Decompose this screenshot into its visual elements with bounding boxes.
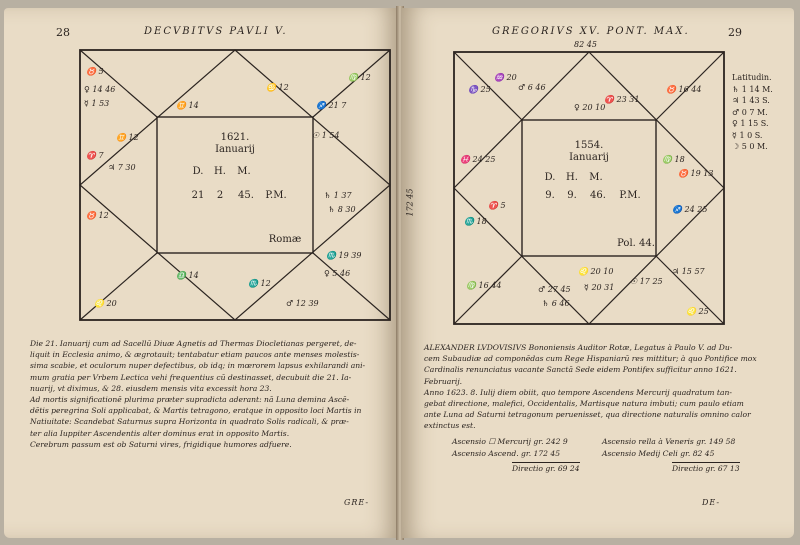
- house-label: ♌ 20: [94, 299, 117, 308]
- house-label: ♃ 7 30: [108, 163, 136, 172]
- left-horoscope-chart: [80, 50, 390, 320]
- house-label: ♉ 16 44: [666, 85, 702, 94]
- text-line: sima scabie, et oculorum nuper defectibus, ob idq; in mœrorem lapsus exhilarandi ani-: [30, 361, 366, 371]
- val-h: 2: [216, 190, 224, 201]
- ascension-row-2-right: Ascensio Medij Celi gr. 82 45: [602, 449, 715, 458]
- right-catchword: DE-: [702, 498, 721, 507]
- house-label: ♄ 8 30: [328, 205, 356, 214]
- house-label: ♂ 12 39: [286, 299, 319, 308]
- chart-month: Ianuarij: [569, 152, 609, 163]
- house-label: ♒ 20: [494, 73, 517, 82]
- latitude-row: ☽ 5 0 M.: [732, 142, 768, 151]
- house-label: ♎ 14: [176, 271, 199, 280]
- text-line: Die 21. Ianuarij cum ad Sacellū Diuæ Agnetis ad Thermas Diocletianas pergeret, de-: [30, 339, 357, 348]
- col-d: D.: [544, 172, 556, 183]
- house-label: ♂ 27 45: [538, 285, 571, 294]
- latitude-row: ♄ 1 14 M.: [732, 84, 773, 94]
- col-m: M.: [589, 172, 603, 183]
- val-m: 45.: [238, 190, 254, 201]
- chart-top-number: 82 45: [574, 40, 597, 49]
- text-line: ter alia Iuppiter Ascendentis alter dominus erat in opposito Martis.: [30, 428, 290, 438]
- latitude-table: [732, 72, 773, 153]
- left-catchword: GRE-: [344, 498, 370, 507]
- text-line: Cardinalis renunciatus vacante Sanctā Sede eidem Pontifex sufficitur anno 1621.: [424, 365, 737, 375]
- text-line: Anno 1623. 8. Iulij diem obiit, quo tempore Ascendens Mercurij quadratum tan-: [424, 387, 732, 397]
- house-label: ♑ 25: [468, 85, 491, 94]
- ascension-row-1-left: Ascensio ☐ Mercurij gr. 242 9: [452, 437, 568, 446]
- chart-year: 1554.: [574, 140, 604, 151]
- val-d: 9.: [545, 190, 555, 201]
- latitude-title: Latitudin.: [732, 73, 772, 82]
- text-line: dētis peregrina Soli applicabat, & Martis tetragono, eratque in opposito loci Martis in: [30, 406, 362, 416]
- chart-pm: P.M.: [619, 190, 641, 201]
- house-label: ☉ 1 54: [312, 131, 340, 140]
- house-label: ♐ 24 25: [672, 205, 708, 214]
- house-label: ♃ 15 57: [672, 267, 705, 276]
- col-m: M.: [237, 166, 251, 177]
- left-running-head: DECVBITVS PAVLI V.: [144, 26, 288, 37]
- right-running-head: GREGORIVS XV. PONT. MAX.: [492, 26, 690, 37]
- house-label: ♌ 25: [686, 307, 709, 316]
- house-label: ♈ 5: [488, 201, 506, 210]
- ascension-row-2-left: Ascensio Ascend. gr. 172 45: [452, 449, 561, 458]
- right-horoscope-chart: [454, 52, 724, 324]
- latitude-row: ♀ 1 15 S.: [732, 119, 769, 128]
- house-label: ♏ 18: [464, 217, 487, 226]
- house-label: ♍ 12: [348, 73, 371, 82]
- house-label: ☿ 1 53: [84, 99, 110, 108]
- text-line: Cerebrum passum est ob Saturni vires, frigidique humores adfuere.: [30, 439, 292, 449]
- house-label: ♏ 12: [248, 279, 271, 288]
- left-text-block: [30, 338, 365, 450]
- val-h: 9.: [567, 190, 577, 201]
- house-label: ♀ 20 10: [574, 103, 606, 112]
- house-label: ♌ 20 10: [578, 267, 614, 276]
- house-label: ♂ 6 46: [518, 83, 546, 92]
- col-h: H.: [214, 166, 226, 177]
- left-page-number: 28: [56, 26, 70, 39]
- text-line: Ad mortis significationē plurima præter supradicta aderant: nā Luna demina Ascē-: [30, 395, 350, 405]
- left-page: [4, 8, 398, 538]
- house-label: ♈ 23 31: [604, 95, 640, 104]
- house-label: ♏ 19 39: [326, 251, 362, 260]
- house-label: ♉ 5: [86, 67, 104, 76]
- col-h: H.: [566, 172, 578, 183]
- latitude-row: ♂ 0 7 M.: [732, 107, 768, 117]
- latitude-row: ☿ 1 0 S.: [732, 130, 763, 140]
- text-line: Natiuitate: Scandebat Saturnus supra Horizonta in quadrato Solis radicali, & præ-: [30, 417, 349, 427]
- text-line: liquit in Ecclesia animo, & ægrotauit; tentabatur etiam paucos ante menses molestis-: [30, 350, 360, 360]
- chart-place: Pol. 44.: [617, 238, 655, 249]
- house-label: ♈ 7: [86, 151, 104, 160]
- text-line: gebat directione, malefici, Occidentalis, Martisque natura imbuti; cum paulo etiam: [424, 399, 744, 409]
- val-m: 46.: [590, 190, 606, 201]
- house-label: ☿ 20 31: [584, 283, 615, 292]
- house-label: ♋ 12: [266, 83, 289, 92]
- house-label: ♓ 24 25: [460, 155, 496, 164]
- text-line: nuarij, vt diximus, & 28. eiusdem mensis vita excessit hora 23.: [30, 383, 272, 393]
- chart-month: Ianuarij: [215, 144, 255, 155]
- right-text-block: [424, 342, 757, 432]
- text-line: mum gratia per Vrbem Lectica vehi frequentius cū destinasset, decubuit die 21. Ia-: [30, 372, 352, 382]
- house-label: ♄ 6 46: [542, 299, 570, 308]
- ascension-row-1-right: Ascensio rella à Veneris gr. 149 58: [602, 437, 736, 446]
- house-label: ♍ 16 44: [466, 281, 502, 290]
- right-page: [402, 8, 794, 538]
- chart-place: Romæ: [268, 234, 302, 245]
- text-line: ALEXANDER LVDOVISIVS Bononiensis Auditor Rotæ, Legatus à Paulo V. ad Du-: [424, 343, 733, 352]
- right-page-number: 29: [728, 26, 742, 39]
- house-label: ☉ 17 25: [630, 277, 663, 286]
- text-line: ante Luna ad Saturni tetragonum peruenisset, qua directione naturalis omnino calor: [424, 410, 751, 420]
- house-label: ♀ 5 46: [324, 269, 351, 278]
- chart-year: 1621.: [220, 132, 250, 143]
- house-label: ♊ 14: [176, 101, 199, 110]
- col-d: D.: [192, 166, 204, 177]
- text-line: cem Subaudiæ ad componēdas cum Rege Hispaniarū res mittitur; à quo Pontifice mox: [424, 354, 757, 364]
- text-line: extinctus est.: [424, 421, 476, 431]
- direction-left: Directio gr. 69 24: [512, 464, 580, 473]
- latitude-row: ♃ 1 43 S.: [732, 96, 770, 105]
- direction-right: Directio gr. 67 13: [672, 464, 740, 473]
- house-label: ♉ 12: [86, 211, 109, 220]
- house-label: ♐ 21 7: [316, 101, 347, 110]
- chart-pm: P.M.: [265, 190, 287, 201]
- house-label: ♊ 12: [116, 133, 139, 142]
- val-d: 21: [191, 190, 205, 201]
- chart-side-number: 172 45: [405, 188, 415, 217]
- text-line: Februarij.: [424, 376, 463, 386]
- house-label: ♀ 14 46: [84, 85, 116, 94]
- house-label: ♉ 19 13: [678, 169, 714, 178]
- house-label: ♄ 1 37: [324, 191, 352, 200]
- house-label: ♍ 18: [662, 155, 685, 164]
